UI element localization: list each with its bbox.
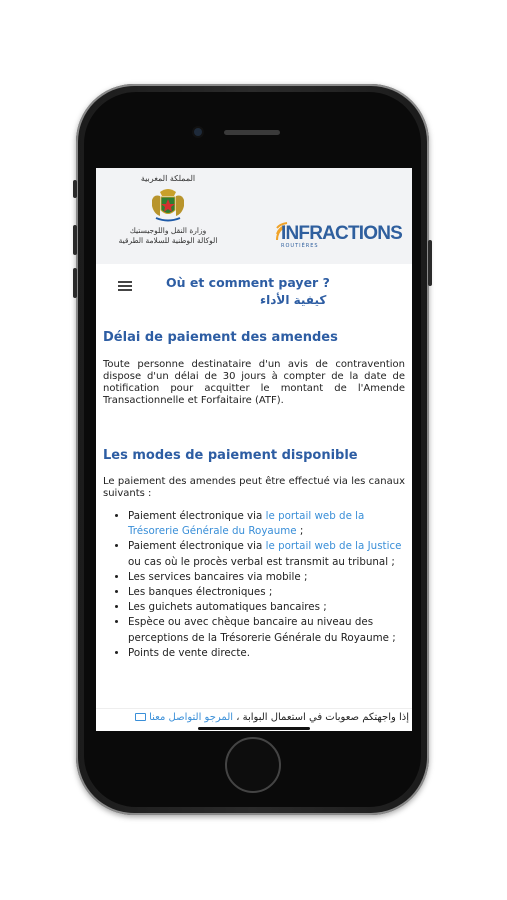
contact-footer — [96, 708, 412, 731]
ministry-line-3: الوكالة الوطنية للسلامة الطرقية — [118, 236, 218, 245]
ministry-line-2: وزارة النقل واللوجيستيك — [129, 226, 207, 235]
volume-up-button — [73, 225, 77, 255]
list-item: • Paiement électronique via le portail web de la Justice ou cas où le procès verbal est transmit au tribunal ; — [128, 539, 412, 569]
infractions-logo[interactable] — [275, 218, 405, 248]
section-intro-payment-modes: Le paiement des amendes peut être effectué via les canaux suivants : — [103, 476, 405, 499]
home-button[interactable] — [225, 737, 281, 793]
coat-of-arms-icon — [148, 186, 188, 224]
logo-wordmark: INFRACTIONS — [281, 223, 403, 244]
list-item: • Espèce ou avec chèque bancaire au niveau des perceptions de la Trésorerie Générale du Royaume ; — [128, 615, 412, 645]
power-button — [428, 240, 432, 286]
section-heading-delay: Délai de paiement des amendes — [103, 330, 338, 345]
ministry-logo[interactable] — [104, 174, 232, 246]
payment-methods-list — [116, 509, 412, 661]
front-camera — [194, 128, 202, 136]
phone-screen — [96, 168, 412, 731]
mail-icon[interactable] — [135, 713, 146, 721]
section-heading-payment-modes: Les modes de paiement disponible — [103, 448, 358, 463]
hamburger-icon[interactable] — [118, 281, 132, 291]
page-title-ar: كيفية الأداء — [260, 293, 327, 307]
justice-portal-link[interactable]: le portail web de la Justice — [265, 540, 402, 553]
volume-down-button — [73, 268, 77, 298]
list-item: • Les banques électroniques ; — [128, 585, 412, 600]
mute-switch — [73, 180, 77, 198]
logo-subtext: ROUTIÈRES — [281, 243, 319, 249]
footer-text: إذا واجهتكم صعوبات في استعمال البوابة ، — [236, 712, 409, 723]
list-item: • Paiement électronique via le portail web de la Trésorerie Générale du Royaume ; — [128, 509, 412, 539]
page-title-fr: Où et comment payer ? — [166, 275, 330, 290]
earpiece-speaker — [224, 130, 280, 135]
treasury-portal-link[interactable]: le portail web de la Trésorerie Générale du Royaume — [128, 510, 365, 538]
list-item: • Points de vente directe. — [128, 646, 412, 661]
list-item: • Les services bancaires via mobile ; — [128, 570, 412, 585]
contact-link[interactable]: المرجو التواصل معنا — [149, 712, 234, 723]
list-item: • Les guichets automatiques bancaires ; — [128, 600, 412, 615]
site-header — [96, 168, 412, 264]
ministry-line-1: المملكة المغربية — [140, 174, 196, 183]
home-indicator — [198, 727, 310, 730]
footer-row — [135, 712, 409, 723]
section-body-delay: Toute personne destinataire d'un avis de contravention dispose d'un délai de 30 jours à compter de la date de notification pour acquitter le montant de l'Amende Transactionnelle et Forfaitaire (ATF). — [103, 359, 405, 406]
